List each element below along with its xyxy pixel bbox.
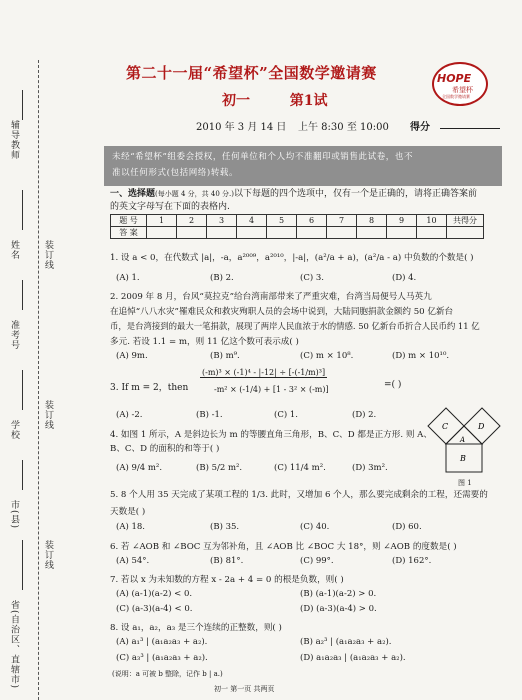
- section-1-line2: 的英文字母写在下面的表格内.: [110, 202, 230, 212]
- q7-option-b: (B) (a-1)(a-2) > 0.: [300, 589, 377, 599]
- question-5-line-2: 天数是( ): [110, 507, 146, 517]
- answer-cell[interactable]: [147, 227, 177, 239]
- sidebar-blank-line: [22, 370, 23, 410]
- answer-table: [110, 214, 484, 239]
- exam-date: 2010 年 3 月 14 日: [196, 122, 287, 133]
- question-number: 9: [387, 215, 417, 227]
- question-2-line-3: 币，是台湾接到的最大一笔捐款，展现了两岸人民血浓于水的情感. 50 亿新台币折合人民币约 11 亿: [110, 321, 480, 331]
- section-1-intro: [110, 188, 505, 214]
- question-8-note: (说明：a 可被 b 整除，记作 b | a.): [112, 670, 223, 678]
- answer-table-header-row: [111, 215, 484, 227]
- question-4-line-2: B、C、D 的面积的和等于( ): [110, 444, 220, 454]
- answer-row-label: 答 案: [111, 227, 147, 239]
- binding-line: [38, 60, 39, 700]
- answer-cell[interactable]: [267, 227, 297, 239]
- question-number: 2: [177, 215, 207, 227]
- exam-time: 上午 8:30 至 10:00: [298, 122, 389, 133]
- q3-option-a: (A) -2.: [116, 410, 143, 420]
- sidebar-blank-line: [22, 90, 23, 120]
- sidebar-label-bind-3: 装订线: [43, 540, 53, 570]
- q6-option-d: (D) 162°.: [392, 556, 432, 566]
- sidebar-blank-line: [22, 190, 23, 230]
- logo-small: 全国数学邀请赛: [442, 94, 470, 99]
- answer-cell[interactable]: [297, 227, 327, 239]
- exam-subtitle: [222, 90, 328, 110]
- question-number: 3: [207, 215, 237, 227]
- sidebar-label-bind-1: 装订线: [43, 240, 53, 270]
- q1-option-c: (C) 3.: [300, 273, 324, 283]
- notice-line-1: 未经“希望杯”组委会授权，任何单位和个人均不准翻印或销售此试卷，也不: [112, 152, 414, 162]
- question-1-text: 1. 设 a < 0，在代数式 |a|，-a，a²⁰⁰⁹，a²⁰¹⁰，|-a|，(a²/a + a)，(a²/a - a) 中负数的个数是( ): [110, 253, 474, 263]
- copyright-notice: [104, 146, 502, 186]
- q7-option-d: (D) (a-3)(a-4) > 0.: [300, 604, 377, 614]
- q8-option-b: (B) a₂³ | (a₁a₂a₃ + a₂).: [300, 637, 392, 647]
- page-footer: 初一 第一页 共两页: [214, 685, 275, 693]
- q3-option-c: (C) 1.: [274, 410, 298, 420]
- sidebar-blank-line: [22, 540, 23, 590]
- figure-label-b: B: [460, 454, 466, 463]
- binding-sidebar: [0, 60, 62, 700]
- round-label: 第1试: [289, 93, 328, 109]
- figure-label-d: D: [478, 422, 485, 431]
- total-score-cell[interactable]: [447, 227, 484, 239]
- sidebar-blank-line: [22, 280, 23, 310]
- question-number: 1: [147, 215, 177, 227]
- question-number: 4: [237, 215, 267, 227]
- q5-option-a: (A) 18.: [116, 522, 145, 532]
- question-2-line-2: 在追悼“八八水灾”罹难民众和救灾殉职人员的会场中说到，大陆同胞捐款金额约 50 亿新台: [110, 307, 454, 317]
- sidebar-label-bind-2: 装订线: [43, 400, 53, 430]
- answer-cell[interactable]: [177, 227, 207, 239]
- logo-cn: 希望杯: [452, 86, 473, 94]
- figure-1-caption: 图 1: [458, 479, 472, 487]
- answer-cell[interactable]: [357, 227, 387, 239]
- sidebar-label-province: 省(自治区、直辖市): [9, 600, 19, 690]
- q8-option-c: (C) a₃³ | (a₁a₂a₃ + a₂).: [116, 653, 208, 663]
- figure-label-a: A: [460, 436, 466, 444]
- q5-option-d: (D) 60.: [392, 522, 422, 532]
- q4-option-a: (A) 9/4 m².: [116, 463, 163, 473]
- hope-cup-logo: [432, 62, 488, 106]
- answer-cell[interactable]: [417, 227, 447, 239]
- q2-option-d: (D) m × 10¹⁰.: [392, 351, 450, 361]
- q1-option-d: (D) 4.: [392, 273, 417, 283]
- logo-text: HOPE: [437, 72, 472, 85]
- q7-option-c: (C) (a-3)(a-4) < 0.: [116, 604, 193, 614]
- q8-option-d: (D) a₁a₂a₃ | (a₁a₂a₃ + a₂).: [300, 653, 406, 663]
- sidebar-label-school: 学校: [9, 420, 19, 440]
- total-score-header: 共得分: [447, 215, 484, 227]
- question-number: 5: [267, 215, 297, 227]
- q6-option-b: (B) 81°.: [210, 556, 244, 566]
- question-3-tail: =( ): [384, 380, 402, 390]
- question-5-line-1: 5. 8 个人用 35 天完成了某项工程的 1/3. 此时，又增加 6 个人，那么要完成剩余的工程，还需要的: [110, 490, 488, 500]
- question-3-lead: 3. If m = 2，then: [110, 383, 189, 393]
- q1-option-b: (B) 2.: [210, 273, 234, 283]
- q3-option-d: (D) 2.: [352, 410, 377, 420]
- q1-option-a: (A) 1.: [116, 273, 140, 283]
- figure-label-c: C: [442, 422, 449, 431]
- figure-1-drawing: [418, 400, 508, 485]
- sidebar-label-teacher: 辅导教师: [9, 120, 19, 160]
- answer-cell[interactable]: [207, 227, 237, 239]
- q2-option-a: (A) 9m.: [116, 351, 148, 361]
- q6-option-c: (C) 99°.: [300, 556, 334, 566]
- q4-option-b: (B) 5/2 m².: [196, 463, 243, 473]
- sidebar-label-city: 市(县): [9, 500, 19, 530]
- answer-cell[interactable]: [237, 227, 267, 239]
- q6-option-a: (A) 54°.: [116, 556, 150, 566]
- q4-option-c: (C) 11/4 m².: [274, 463, 326, 473]
- question-6-line-1: 6. 若 ∠AOB 和 ∠BOC 互为邻补角，且 ∠AOB 比 ∠BOC 大 18°，则 ∠AOB 的度数是( ): [110, 542, 457, 552]
- question-number: 6: [297, 215, 327, 227]
- notice-line-2: 准以任何形式(包括网络)转载。: [112, 168, 239, 178]
- section-1-heading: 一、选择题: [110, 189, 156, 199]
- question-4-line-1: 4. 如图 1 所示，A 是斜边长为 m 的等腰直角三角形，B、C、D 都是正方形. 则 A、: [110, 430, 432, 440]
- q5-option-b: (B) 35.: [210, 522, 240, 532]
- score-label: 得分: [410, 122, 430, 133]
- q2-option-c: (C) m × 10⁸.: [300, 351, 354, 361]
- sidebar-blank-line: [22, 460, 23, 490]
- sidebar-label-name: 姓名: [9, 240, 19, 260]
- answer-cell[interactable]: [327, 227, 357, 239]
- sidebar-label-exam-no: 准考号: [9, 320, 19, 350]
- q7-option-a: (A) (a-1)(a-2) < 0.: [116, 589, 193, 599]
- question-number: 10: [417, 215, 447, 227]
- section-1-line1: 以下每题的四个选项中，仅有一个是正确的，请将正确答案前: [233, 189, 477, 199]
- q2-option-b: (B) m⁹.: [210, 351, 240, 361]
- grade-label: 初一: [222, 93, 250, 109]
- section-1-points: (每小题 4 分，共 40 分.): [155, 190, 234, 198]
- question-7-line-1: 7. 若以 x 为未知数的方程 x - 2a + 4 = 0 的根是负数，则( ): [110, 575, 344, 585]
- exam-title: 第二十一届“希望杯”全国数学邀请赛: [126, 64, 377, 82]
- q8-option-a: (A) a₁³ | (a₁a₂a₃ + a₂).: [116, 637, 208, 647]
- question-3-numerator: (-m)³ × (-1)⁴ - |-12| ÷ [-(-1/m)³]: [202, 368, 326, 377]
- score-blank[interactable]: [440, 128, 500, 129]
- question-2-line-4: 多元. 若设 1.1 = m，则 11 亿这个数可表示成( ): [110, 337, 299, 347]
- question-number: 8: [357, 215, 387, 227]
- question-8-line-1: 8. 设 a₁，a₂，a₃ 是三个连续的正整数，则( ): [110, 623, 282, 633]
- figure-1: [418, 400, 508, 485]
- q4-option-d: (D) 3m².: [352, 463, 388, 473]
- question-number: 7: [327, 215, 357, 227]
- question-2-line-1: 2. 2009 年 8 月，台风“莫拉克”给台湾南部带来了严重灾难，台湾当局便号人马英九: [110, 292, 432, 302]
- answer-table-header: 题 号: [111, 215, 147, 227]
- answer-cell[interactable]: [387, 227, 417, 239]
- q3-option-b: (B) -1.: [196, 410, 223, 420]
- question-3-denominator: -m² × (-1/4) + [1 - 3² × (-m)]: [214, 385, 329, 394]
- q5-option-c: (C) 40.: [300, 522, 330, 532]
- answer-table-answer-row: [111, 227, 484, 239]
